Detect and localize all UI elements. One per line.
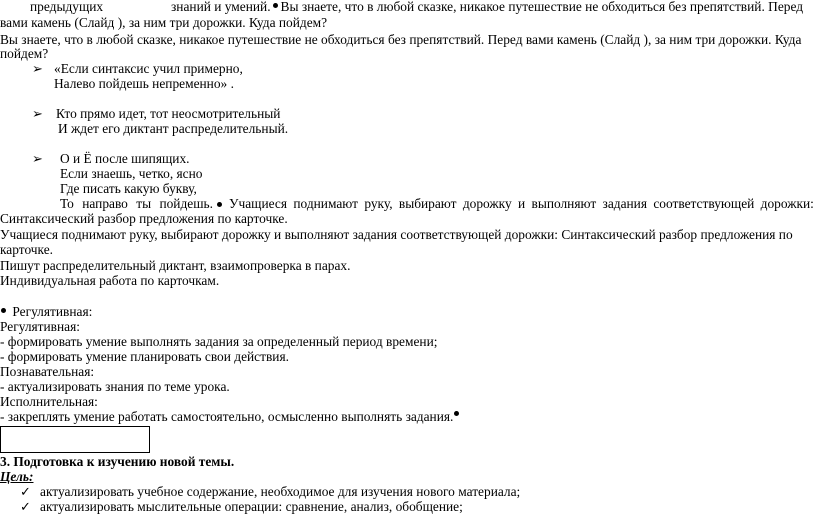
poem-line: Если знаешь, четко, ясно [60,166,203,181]
word: задания [602,196,648,211]
text-fragment: - закреплять умение работать самостоятельно, осмысленно выполнять задания. [0,409,454,424]
goal-label: Цель: [0,469,34,484]
text-line: Вы знаете, что в любой сказке, никакое путешествие не обходиться без препятствий. Перед вами камень (Слайд ), за ним три дорожки. Куда [0,32,802,47]
text-line: - формировать умение планировать свои действия. [0,349,289,364]
text-line: вами камень (Слайд ), за ним три дорожки. Куда пойдем? [0,15,328,30]
goal-item: актуализировать мыслительные операции: сравнение, анализ, обобщение; [40,499,463,514]
text-line [0,304,92,319]
bullet-dot-icon [1,308,6,313]
text-line: Учащиеся поднимают руку, выбирают дорожку и выполняют задания соответствующей дорожки: Синтаксический разбор предложения по [0,227,793,242]
word: соответствующей [653,196,755,211]
arrow-bullet-icon: ➢ [32,106,43,121]
word: руку, [364,196,393,211]
arrow-bullet-icon: ➢ [32,61,43,76]
word: ты [136,196,152,211]
poem-line: Кто прямо идет, тот неосмотрительный [56,106,281,121]
text-line: Пишут распределительный диктант, взаимопроверка в парах. [0,258,351,273]
text-line [0,409,459,424]
text-line: пойдем? [0,46,49,61]
bullet-dot-icon [454,411,459,416]
text-fragment: Вы знаете, что в любой сказке, никакое путешествие не обходиться без препятствий. Перед [280,0,804,14]
word: дорожки: [760,196,814,211]
section-heading: Познавательная: [0,364,95,379]
word: дорожку [462,196,512,211]
text-line [171,0,803,14]
word: Учащиеся [229,196,288,211]
poem-line: Где писать какую букву, [60,181,197,196]
section-heading: Регулятивная: [0,319,80,334]
bullet-dot-icon [273,3,278,8]
text-line: карточке. [0,242,53,257]
poem-line: Налево пойдешь непременно» . [54,76,234,91]
word: выбирают [398,196,457,211]
poem-line: О и Ё после шипящих. [60,151,190,166]
word: направо [82,196,128,211]
word: выполняют [531,196,597,211]
section-title: 3. Подготовка к изучению новой темы. [0,454,235,469]
text-fragment: предыдущих [30,0,104,14]
arrow-bullet-icon: ➢ [32,151,43,166]
checkmark-icon: ✓ [20,499,31,514]
word: пойдешь. [159,196,213,211]
word: и [518,196,526,211]
goal-item: актуализировать учебное содержание, необходимое для изучения нового материала; [40,484,521,499]
section-heading: Исполнительная: [0,394,98,409]
text-line: - формировать умение выполнять задания за определенный период времени; [0,334,438,349]
text-line: Индивидуальная работа по карточкам. [0,273,220,288]
text-fragment: знаний и умений. [171,0,271,14]
checkmark-icon: ✓ [20,484,31,499]
word: поднимают [293,196,358,211]
text-fragment: Регулятивная: [12,304,93,319]
text-line: Синтаксический разбор предложения по карточке. [0,211,288,226]
justified-line-a [60,196,213,211]
text-line: - актуализировать знания по теме урока. [0,379,230,394]
justified-line-b [229,196,814,211]
bullet-dot-icon [217,202,222,207]
word: То [60,196,74,211]
empty-frame [0,426,150,453]
poem-line: «Если синтаксис учил примерно, [54,61,243,76]
poem-line: И ждет его диктант распределительный. [58,121,289,136]
